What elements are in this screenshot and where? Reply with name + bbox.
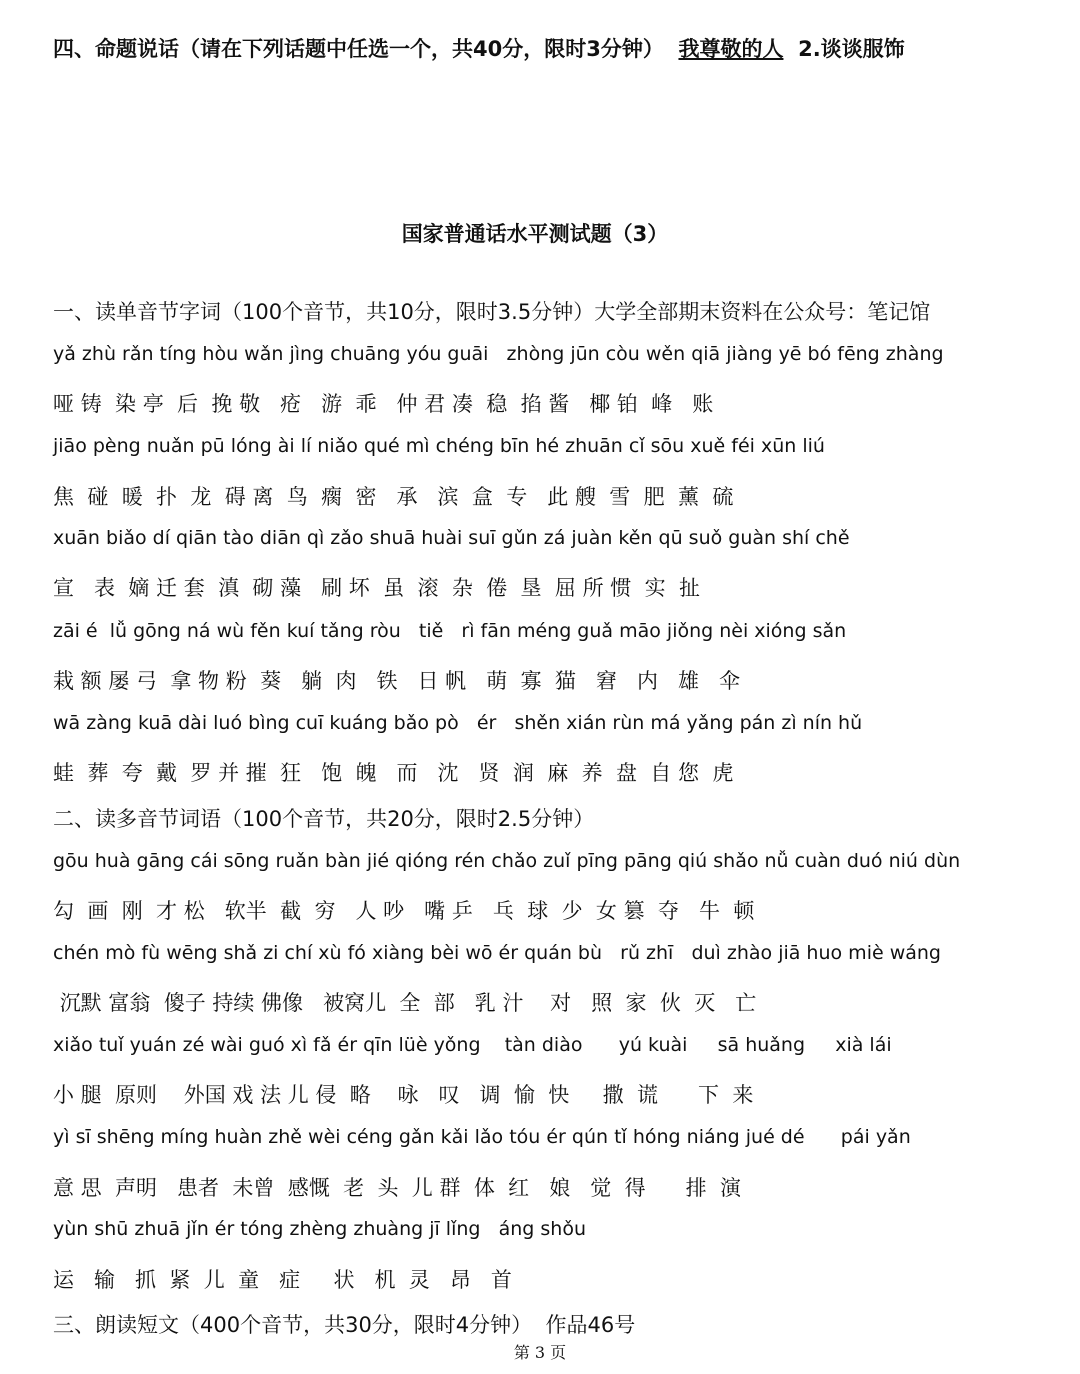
section2-row5-pinyin: yùn shū zhuā jǐn ér tóng zhèng zhuàng jī lǐng áng shǒu [53, 1218, 586, 1240]
speaking-topic-2: 2.谈谈服饰 [783, 37, 905, 61]
section1-row1-hanzi: 哑 铸 染 亭 后 挽 敬 疮 游 乖 仲 君 凑 稳 掐 酱 椰 铂 峰 账 [53, 392, 714, 416]
section1-row2-pinyin: jiāo pèng nuǎn pū lóng ài lí niǎo qué mì chéng bīn hé zhuān cǐ sōu xuě féi xūn liú [53, 435, 825, 457]
section2-row4-hanzi: 意 思 声明 患者 未曾 感慨 老 头 儿 群 体 红 娘 觉 得 排 演 [53, 1176, 741, 1200]
page-title: 国家普通话水平测试题（3） [401, 222, 669, 246]
section1-row4-pinyin: zāi é lǚ gōng ná wù fěn kuí tǎng ròu tiě rì fān méng guǎ māo jiǒng nèi xióng sǎn [53, 620, 847, 642]
section1-row2-hanzi: 焦 碰 暖 扑 龙 碍 离 鸟 瘸 密 承 滨 盒 专 此 艘 雪 肥 薰 硫 [53, 485, 734, 509]
section2-row5-hanzi: 运 输 抓 紧 儿 童 症 状 机 灵 昂 首 [53, 1268, 512, 1292]
speaking-topics-prefix: 四、命题说话（请在下列话题中任选一个，共40分，限时3分钟） [53, 37, 679, 61]
section2-row1-pinyin: gōu huà gāng cái sōng ruǎn bàn jié qióng rén chǎo zuǐ pīng pāng qiú shǎo nǚ cuàn duó niú dùn [53, 850, 961, 872]
section1-row4-hanzi: 栽 额 屡 弓 拿 物 粉 葵 躺 肉 铁 日 帆 萌 寡 猫 窘 内 雄 伞 [53, 669, 741, 693]
section1-row5-hanzi: 蛙 葬 夸 戴 罗 并 摧 狂 饱 魄 而 沈 贤 润 麻 养 盘 自 您 虎 [53, 761, 734, 785]
section2-row4-pinyin: yì sī shēng míng huàn zhě wèi céng gǎn kǎi lǎo tóu ér qún tǐ hóng niáng jué dé pái yǎn [53, 1126, 911, 1148]
section2-row2-pinyin: chén mò fù wēng shǎ zi chí xù fó xiàng bèi wō ér quán bù rǔ zhī duì zhào jiā huo miè wáng [53, 942, 941, 964]
section1-row3-hanzi: 宣 表 嫡 迁 套 滇 砌 藻 刷 坏 虽 滚 杂 倦 垦 屈 所 惯 实 扯 [53, 576, 700, 600]
section2-row3-hanzi: 小 腿 原则 外国 戏 法 儿 侵 略 咏 叹 调 愉 快 撒 谎 下 来 [53, 1083, 754, 1107]
section3-heading: 三、朗读短文（400个音节，共30分，限时4分钟） 作品46号 [53, 1313, 636, 1337]
section2-row3-pinyin: xiǎo tuǐ yuán zé wài guó xì fǎ ér qīn lüè yǒng tàn diào yú kuài sā huǎng xià lái [53, 1034, 892, 1056]
section2-row2-hanzi: 沉默 富翁 傻子 持续 佛像 被窝儿 全 部 乳 汁 对 照 家 伙 灭 亡 [53, 991, 757, 1015]
speaking-topic-1: 我尊敬的人 [678, 37, 784, 61]
section1-row3-pinyin: xuān biǎo dí qiān tào diān qì zǎo shuā huài suī gǔn zá juàn kěn qū suǒ guàn shí chě [53, 527, 850, 549]
page-number: 第 3 页 [513, 1343, 567, 1362]
speaking-topics-line [53, 33, 905, 63]
section1-row5-pinyin: wā zàng kuā dài luó bìng cuī kuáng bǎo pò ér shěn xián rùn má yǎng pán zì nín hǔ [53, 712, 863, 734]
section2-heading: 二、读多音节词语（100个音节，共20分，限时2.5分钟） [53, 807, 595, 831]
section2-row1-hanzi: 勾 画 刚 才 松 软半 截 穷 人 吵 嘴 乒 乓 球 少 女 篡 夺 牛 顿 [53, 899, 755, 923]
section1-row1-pinyin: yǎ zhù rǎn tíng hòu wǎn jìng chuāng yóu guāi zhòng jūn còu wěn qiā jiàng yē bó fēng zhàng [53, 343, 944, 365]
section1-heading: 一、读单音节字词（100个音节，共10分，限时3.5分钟）大学全部期末资料在公众号：笔记馆 [53, 300, 931, 324]
